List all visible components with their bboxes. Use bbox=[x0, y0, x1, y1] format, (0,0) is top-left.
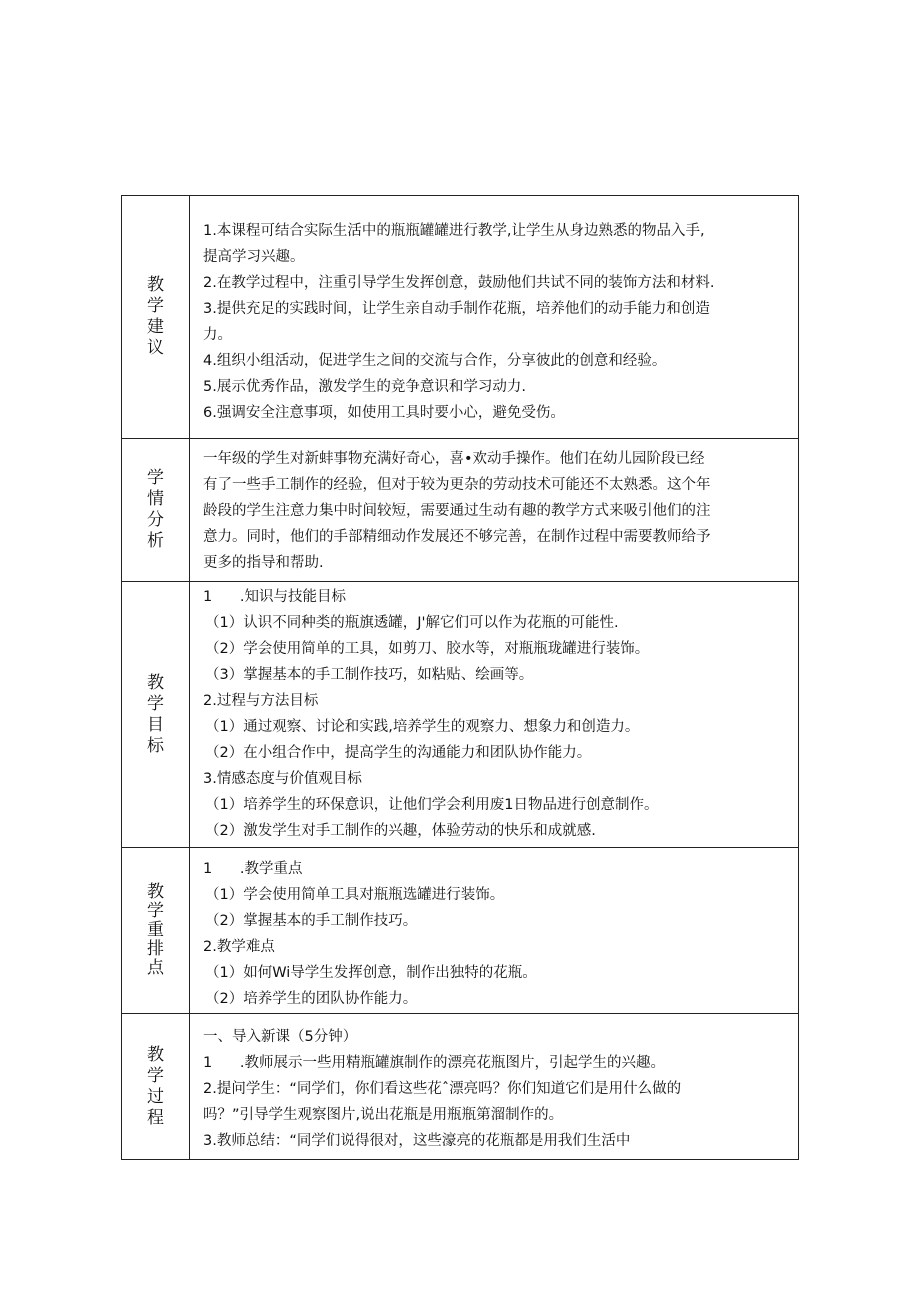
row-key-difficult-points bbox=[122, 848, 798, 1014]
content-line: （2）培养学生的团队协作能力。 bbox=[205, 991, 418, 1007]
content-line: 1.本课程可结合实际生活中的瓶瓶罐罐进行教学,让学生从身边熟悉的物品入手, bbox=[203, 223, 705, 239]
content-line: 1 .教学重点 bbox=[203, 861, 303, 877]
content-line: 吗？”引导学生观察图片,说出花瓶是用瓶瓶第溜制作的。 bbox=[203, 1107, 564, 1123]
row-teaching-process bbox=[122, 1014, 798, 1159]
content-line: 2.过程与方法目标 bbox=[203, 693, 319, 709]
content-line: 意力。同时，他们的手部精细动作发展还不够完善，在制作过程中需要教师给予 bbox=[203, 529, 711, 545]
content-line: （2）学会使用简单的工具，如剪刀、胶水等，对瓶瓶珑罐进行装饰。 bbox=[205, 641, 650, 657]
content-line: 更多的指导和帮助. bbox=[203, 555, 324, 571]
row-label-cell bbox=[122, 582, 190, 847]
content-line: 4.组织小组活动，促进学生之间的交流与合作，分享彼此的创意和经验。 bbox=[203, 353, 667, 369]
content-line: 3.教师总结：“同学们说得很对，这些濠亮的花瓶都是用我们生活中 bbox=[203, 1133, 631, 1149]
content-line: 一、导入新课（5分钟） bbox=[203, 1029, 358, 1045]
row-label: 教 学 过 程 bbox=[147, 1044, 164, 1128]
content-line: 1 .知识与技能目标 bbox=[203, 589, 346, 605]
content-line: 有了一些手工制作的经验，但对于较为更杂的劳动技术可能还不太熟悉。这个年 bbox=[203, 477, 711, 493]
content-line: 1 .教师展示一些用精瓶罐旗制作的漂亮花瓶图片，引起学生的兴趣。 bbox=[203, 1055, 665, 1071]
row-teaching-objectives bbox=[122, 582, 798, 848]
row-content bbox=[190, 582, 798, 847]
content-line: 力。 bbox=[203, 327, 232, 343]
content-line: （2）在小组合作中，提高学生的沟通能力和团队协作能力。 bbox=[205, 745, 592, 761]
content-line: （2）激发学生对手工制作的兴趣，体验劳动的快乐和成就感. bbox=[205, 823, 596, 839]
row-student-analysis bbox=[122, 439, 798, 582]
content-line: 3.提供充足的实践时间，让学生亲自动手制作花瓶，培养他们的动手能力和创造 bbox=[203, 301, 710, 317]
row-label-cell bbox=[122, 439, 190, 581]
row-label: 教 学 重 排 点 bbox=[147, 882, 164, 978]
content-line: 一年级的学生对新蚌事物充满好奇心，喜•欢动手操作。他们在幼儿园阶段已经 bbox=[203, 451, 705, 467]
content-line: 5.展示优秀作品，激发学生的竞争意识和学习动力. bbox=[203, 379, 526, 395]
row-teaching-suggestions bbox=[122, 196, 798, 439]
content-line: 提高学习兴趣。 bbox=[203, 249, 305, 265]
content-line: （1）培养学生的环保意识，让他们学会利用废1日物品进行创意制作。 bbox=[205, 797, 659, 813]
row-label: 教 学 目 标 bbox=[147, 672, 164, 756]
content-line: 2.提问学生：“同学们，你们看这些花ˆ漂亮吗？你们知道它们是用什么做的 bbox=[203, 1081, 682, 1097]
content-line: （1）如何Wi导学生发挥创意，制作出独特的花瓶。 bbox=[205, 965, 537, 981]
lesson-plan-table bbox=[121, 195, 799, 1160]
content-line: 2.教学难点 bbox=[203, 939, 275, 955]
content-line: 2.在教学过程中，注重引导学生发挥创意，鼓励他们共试不同的装饰方法和材料. bbox=[203, 275, 715, 291]
row-content bbox=[190, 439, 798, 581]
content-line: （1）学会使用简单工具对瓶瓶选罐进行装饰。 bbox=[205, 887, 505, 903]
row-label-cell bbox=[122, 1014, 190, 1159]
content-line: （3）掌握基本的手工制作技巧，如粘贴、绘画等。 bbox=[205, 667, 534, 683]
content-line: 3.情感态度与价值观目标 bbox=[203, 771, 362, 787]
row-label: 学 情 分 析 bbox=[147, 468, 164, 551]
row-content bbox=[190, 1014, 798, 1159]
row-content bbox=[190, 848, 798, 1013]
row-label-cell bbox=[122, 848, 190, 1013]
row-label-cell bbox=[122, 196, 190, 438]
content-line: 6.强调安全注意事项，如使用工具时要小心，避免受伤。 bbox=[203, 405, 565, 421]
row-content bbox=[190, 196, 798, 438]
content-line: （2）掌握基本的手工制作技巧。 bbox=[205, 913, 418, 929]
row-label: 教 学 建 议 bbox=[147, 275, 164, 358]
content-line: （1）认识不同种类的瓶旗透罐，J'解它们可以作为花瓶的可能性. bbox=[205, 615, 619, 631]
content-line: 龄段的学生注意力集中时间较短，需要通过生动有趣的教学方式来吸引他们的注 bbox=[203, 503, 711, 519]
content-line: （1）通过观察、讨论和实践,培养学生的观察力、想象力和创造力。 bbox=[205, 719, 640, 735]
